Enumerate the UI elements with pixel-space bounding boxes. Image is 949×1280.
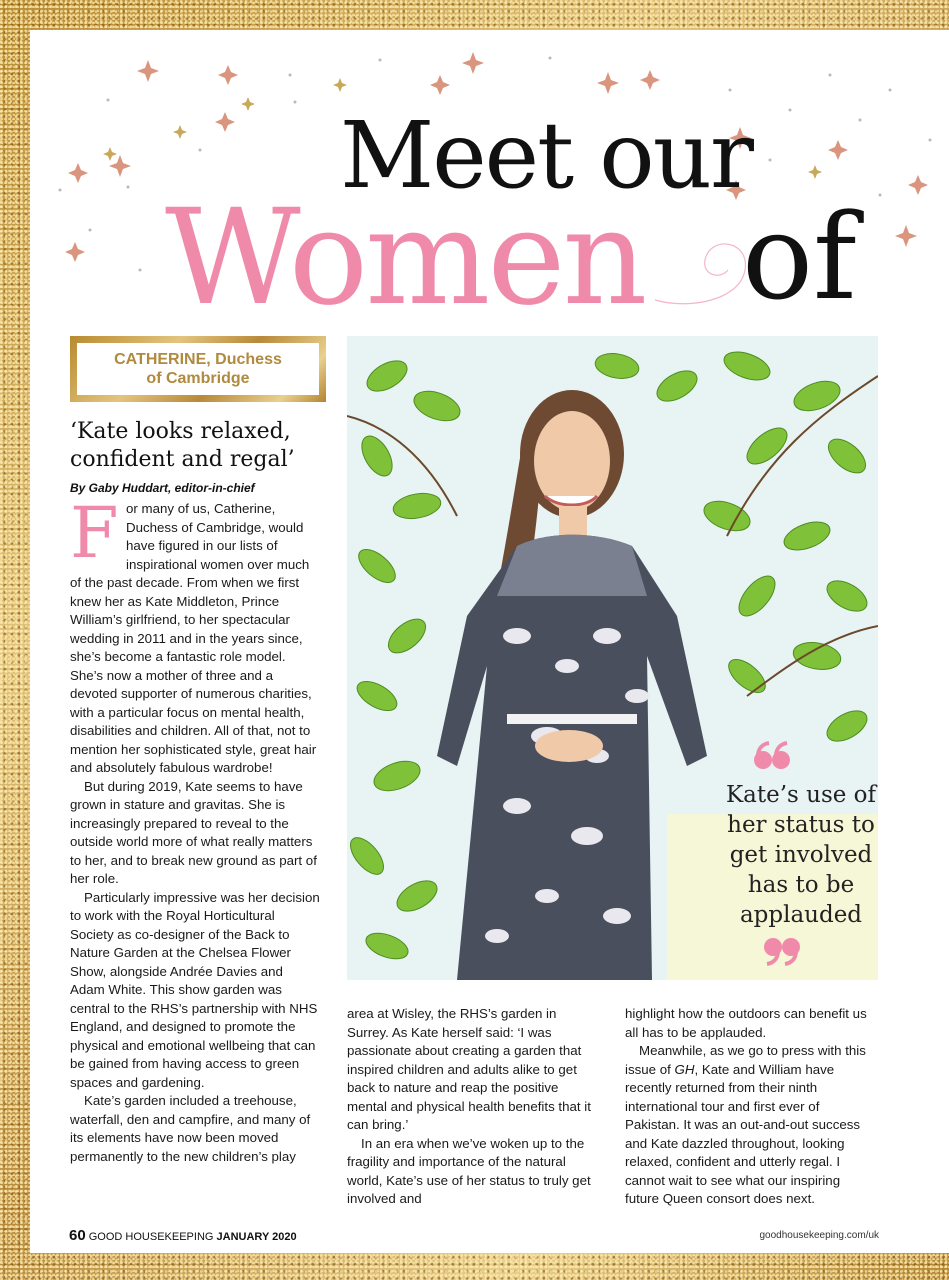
page-title-line3: of: [742, 188, 857, 326]
drop-cap: F: [70, 492, 119, 574]
star-icon: [808, 165, 822, 179]
star-icon: [333, 78, 347, 92]
star-icon: [103, 147, 117, 161]
star-icon: [895, 225, 917, 247]
text-run: , Kate and William have recently returned from their ninth international tour and first ever of Pakistan. It was an out-and-out success and Kate dazzled throughout, looking relaxed, confident and utterly regal. I cannot wait to see what our inspiring future Queen consort does next.: [625, 1061, 861, 1206]
close-quote-icon: [760, 937, 804, 967]
star-icon: [430, 75, 450, 95]
person-badge: [70, 336, 326, 402]
star-icon: [137, 60, 159, 82]
magazine-name: GOOD HOUSEKEEPING: [88, 1231, 214, 1243]
pull-quote: [696, 780, 906, 930]
pull-quote-line: her status to: [727, 812, 875, 838]
badge-line1: CATHERINE, Duchess: [114, 351, 282, 368]
headline-line2: confident and regal’: [70, 447, 295, 472]
star-icon: [241, 97, 255, 111]
body-paragraph-6: In an era when we’ve woken up to the fragility and importance of the natural world, Kate’s use of her status to truly get involved and: [347, 1135, 591, 1206]
star-icon: [828, 140, 848, 160]
byline: By Gaby Huddart, editor-in-chief: [70, 481, 255, 495]
page-title-line2: Women: [165, 181, 645, 335]
star-icon: [68, 163, 88, 183]
pull-quote-line: Kate’s use of: [725, 782, 877, 808]
pull-quote-line: get involved: [729, 842, 873, 868]
star-icon: [597, 72, 619, 94]
open-quote-icon: [750, 740, 794, 770]
star-icon: [109, 155, 131, 177]
body-paragraph-5: area at Wisley, the RHS’s garden in Surrey. As Kate herself said: ‘I was passionate about creating a garden that inspired children and adults alike to get back to nature and reap the positive mental and physical health benefits that it can bring.’: [347, 1006, 591, 1132]
star-icon: [462, 52, 484, 74]
badge-line2: of Cambridge: [146, 370, 250, 387]
headline-line1: ‘Kate looks relaxed,: [70, 419, 291, 444]
pull-quote-line: applauded: [739, 902, 863, 928]
body-paragraph-1: or many of us, Catherine, Duchess of Cambridge, would have figured in our lists of inspirational women over much of the past decade. From when we first knew her as Kate Middleton, Prince William’s girlfriend, to her spectacular wedding in 2011 and in the years since, she’s become a fantastic role model. She’s now a mother of three and a devoted supporter of numerous charities, with a particular focus on mental health, disabilities and children. All of that, not to mention her sophisticated style, great hair and absolutely fabulous wardrobe!: [70, 501, 317, 775]
website-url[interactable]: goodhousekeeping.com/uk: [759, 1230, 879, 1241]
body-paragraph-3: Particularly impressive was her decision to work with the Royal Horticultural Society as co-designer of the Back to Nature Garden at the Chelsea Flower Show, alongside Andrée Davies and Adam White. This show garden was central to the RHS’s partnership with NHS England, and designed to promote the physical and emotional wellbeing that can be gained from having access to green spaces and gardening.: [70, 889, 320, 1090]
page-title-line1: Meet our: [340, 102, 752, 209]
star-icon: [173, 125, 187, 139]
body-paragraph-2: But during 2019, Kate seems to have grown in stature and gravitas. She is increasingly prepared to reveal to the outside world more of what really matters to her, and to break new ground as part of her role.: [70, 778, 317, 886]
pull-quote-line: has to be: [747, 872, 855, 898]
magazine-abbreviation: GH: [674, 1061, 695, 1077]
person-badge-text: [77, 343, 319, 395]
star-icon: [908, 175, 928, 195]
magazine-page: [30, 30, 949, 1253]
star-icon: [65, 242, 85, 262]
star-icon: [640, 70, 660, 90]
page-footer: [69, 1227, 297, 1244]
body-column-3: [625, 1005, 875, 1209]
body-paragraph-4: Kate’s garden included a treehouse, waterfall, den and campfire, and many of its elements have now been moved permanently to the new children’s play: [70, 1093, 311, 1164]
body-paragraph-8: [625, 1042, 875, 1209]
text-run: Meanwhile, as we go to press with this issue of: [625, 1043, 866, 1077]
star-icon: [215, 112, 235, 132]
issue-date: JANUARY 2020: [216, 1231, 297, 1243]
page-number: 60: [69, 1227, 86, 1244]
star-icon: [218, 65, 238, 85]
article-headline: [70, 418, 320, 474]
body-column-1: [70, 492, 320, 1166]
body-paragraph-7: highlight how the outdoors can benefit us all has to be applauded.: [625, 1006, 867, 1040]
body-column-2: [347, 1005, 597, 1209]
